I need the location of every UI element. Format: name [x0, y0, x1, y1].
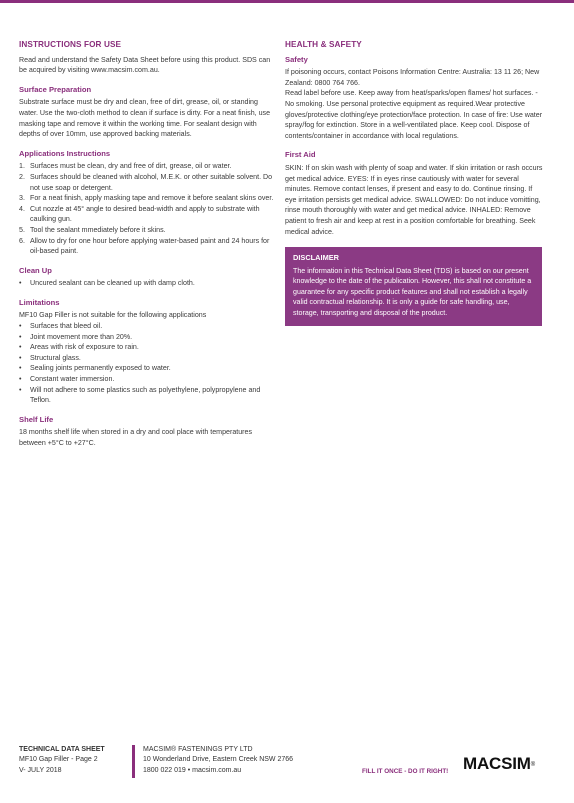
- list-item: • Uncured sealant can be cleaned up with damp cloth.: [19, 279, 195, 288]
- first-aid-text: SKIN: If on skin wash with plenty of soap and water. If skin irritation or rash occurs get medical advice. EYES: If in eyes rinse cautiously with water for several minutes. Remove contact lenses, if present and easy to do. Continue rinsing. If eye irritation persists get medical advice. SWALLOWED: Do not induce vomitting, rinse mouth thoroughly with water and get medical advice. INHALED: Remove patient to fresh air and keep at rest in a position comfortable for breathing. Seek medical advice.: [285, 163, 543, 236]
- limitations-list: [19, 321, 277, 406]
- footer-company-info: [143, 745, 343, 776]
- safety-text: Read label before use. Keep away from heat/sparks/open flames/ hot surfaces. - No smoking. Use personal protective equipment as required.Wear protective gloves/protective clothing/eye protection/face protection. In case of fire: Use water spray/fog for extinction. Store in a well-ventilated place. Keep cool. Dispose of contents/container in accordance with local regulations.: [285, 89, 543, 140]
- footer-divider: [132, 745, 135, 778]
- footer-address: 10 Wonderland Drive, Eastern Creek NSW 2766: [143, 756, 294, 764]
- list-item: • Surfaces that bleed oil.: [19, 322, 103, 331]
- list-item: 6. Allow to dry for one hour before applying water-based paint and 24 hours for oil-based paint.: [19, 236, 270, 256]
- health-safety-column: [285, 40, 543, 326]
- list-item: • Joint movement more than 20%.: [19, 332, 133, 341]
- applications-list: [19, 161, 277, 256]
- footer-slogan: FILL IT ONCE - DO IT RIGHT!: [362, 768, 449, 775]
- page-footer: [0, 742, 574, 782]
- list-item: 3. For a neat finish, apply masking tape and remove it before sealant skins over.: [19, 194, 274, 203]
- surface-prep-heading: Surface Preparation: [19, 84, 92, 94]
- footer-version: V- JULY 2018: [19, 766, 62, 774]
- instructions-column: [19, 40, 277, 449]
- macsim-logo: MACSIM®: [463, 754, 535, 773]
- limitations-intro: MF10 Gap Filler is not suitable for the following applications: [19, 311, 207, 320]
- limitations-heading: Limitations: [19, 297, 60, 307]
- first-aid-heading: First Aid: [285, 150, 316, 160]
- footer-contact: 1800 022 019 • macsim.com.au: [143, 766, 242, 774]
- footer-product-page: MF10 Gap Filler - Page 2: [19, 756, 98, 764]
- cleanup-heading: Clean Up: [19, 265, 52, 275]
- instructions-title: INSTRUCTIONS FOR USE: [19, 40, 122, 49]
- surface-prep-text: Substrate surface must be dry and clean, free of dirt, grease, oil, or standing water. Use the two-cloth method to clean if surface is dirty. For a neat finish, use masking tape and remove it within the working time. For sealant design with depths of over 10mm, use approved backing materials.: [19, 98, 271, 139]
- disclaimer-text: The information in this Technical Data Sheet (TDS) is based on our present knowledge to the date of the publication. However, this shall not constitute a guarantee for any specific product features and shall not establish a legally valid contractual relationship. It is only a guide for safe handling, use, storage, transporting and disposal of the product.: [293, 266, 532, 318]
- disclaimer-box: [285, 247, 542, 326]
- list-item: 2. Surfaces should be cleaned with alcohol, M.E.K. or other suitable solvent. Do not use soap or detergent.: [19, 172, 273, 192]
- safety-poison-text: If poisoning occurs, contact Poisons Information Centre: Australia: 13 11 26; New Zealand: 0800 764 766.: [285, 68, 540, 87]
- list-item: • Sealing joints permanently exposed to water.: [19, 364, 171, 373]
- top-accent-rule: [0, 0, 574, 3]
- shelf-life-text: 18 months shelf life when stored in a dry and cool place with temperatures between +5°C to +27°C.: [19, 428, 253, 447]
- footer-doc-type: TECHNICAL DATA SHEET: [19, 746, 105, 753]
- list-item: • Areas with risk of exposure to rain.: [19, 343, 139, 352]
- list-item: 1. Surfaces must be clean, dry and free of dirt, grease, oil or water.: [19, 162, 232, 171]
- list-item: • Constant water immersion.: [19, 375, 115, 384]
- applications-heading: Applications Instructions: [19, 148, 111, 158]
- instructions-intro: Read and understand the Safety Data Sheet before using this product. SDS can be acquired by visiting www.macsim.com.au.: [19, 55, 271, 75]
- list-item: 4. Cut nozzle at 45° angle to desired bead-width and apply to substrate with caulking gun.: [19, 204, 260, 224]
- list-item: • Structural glass.: [19, 353, 81, 362]
- shelf-life-heading: Shelf Life: [19, 414, 54, 424]
- list-item: 5. Tool the sealant mmediately before it skins.: [19, 225, 166, 234]
- footer-company: MACSIM® FASTENINGS PTY LTD: [143, 746, 253, 753]
- footer-doc-info: [19, 745, 139, 776]
- disclaimer-heading: DISCLAIMER: [293, 253, 339, 263]
- cleanup-list: [19, 278, 277, 289]
- health-safety-title: HEALTH & SAFETY: [285, 40, 362, 49]
- safety-heading: Safety: [285, 54, 308, 64]
- list-item: • Will not adhere to some plastics such as polyethylene, polypropylene and Teflon.: [19, 385, 261, 405]
